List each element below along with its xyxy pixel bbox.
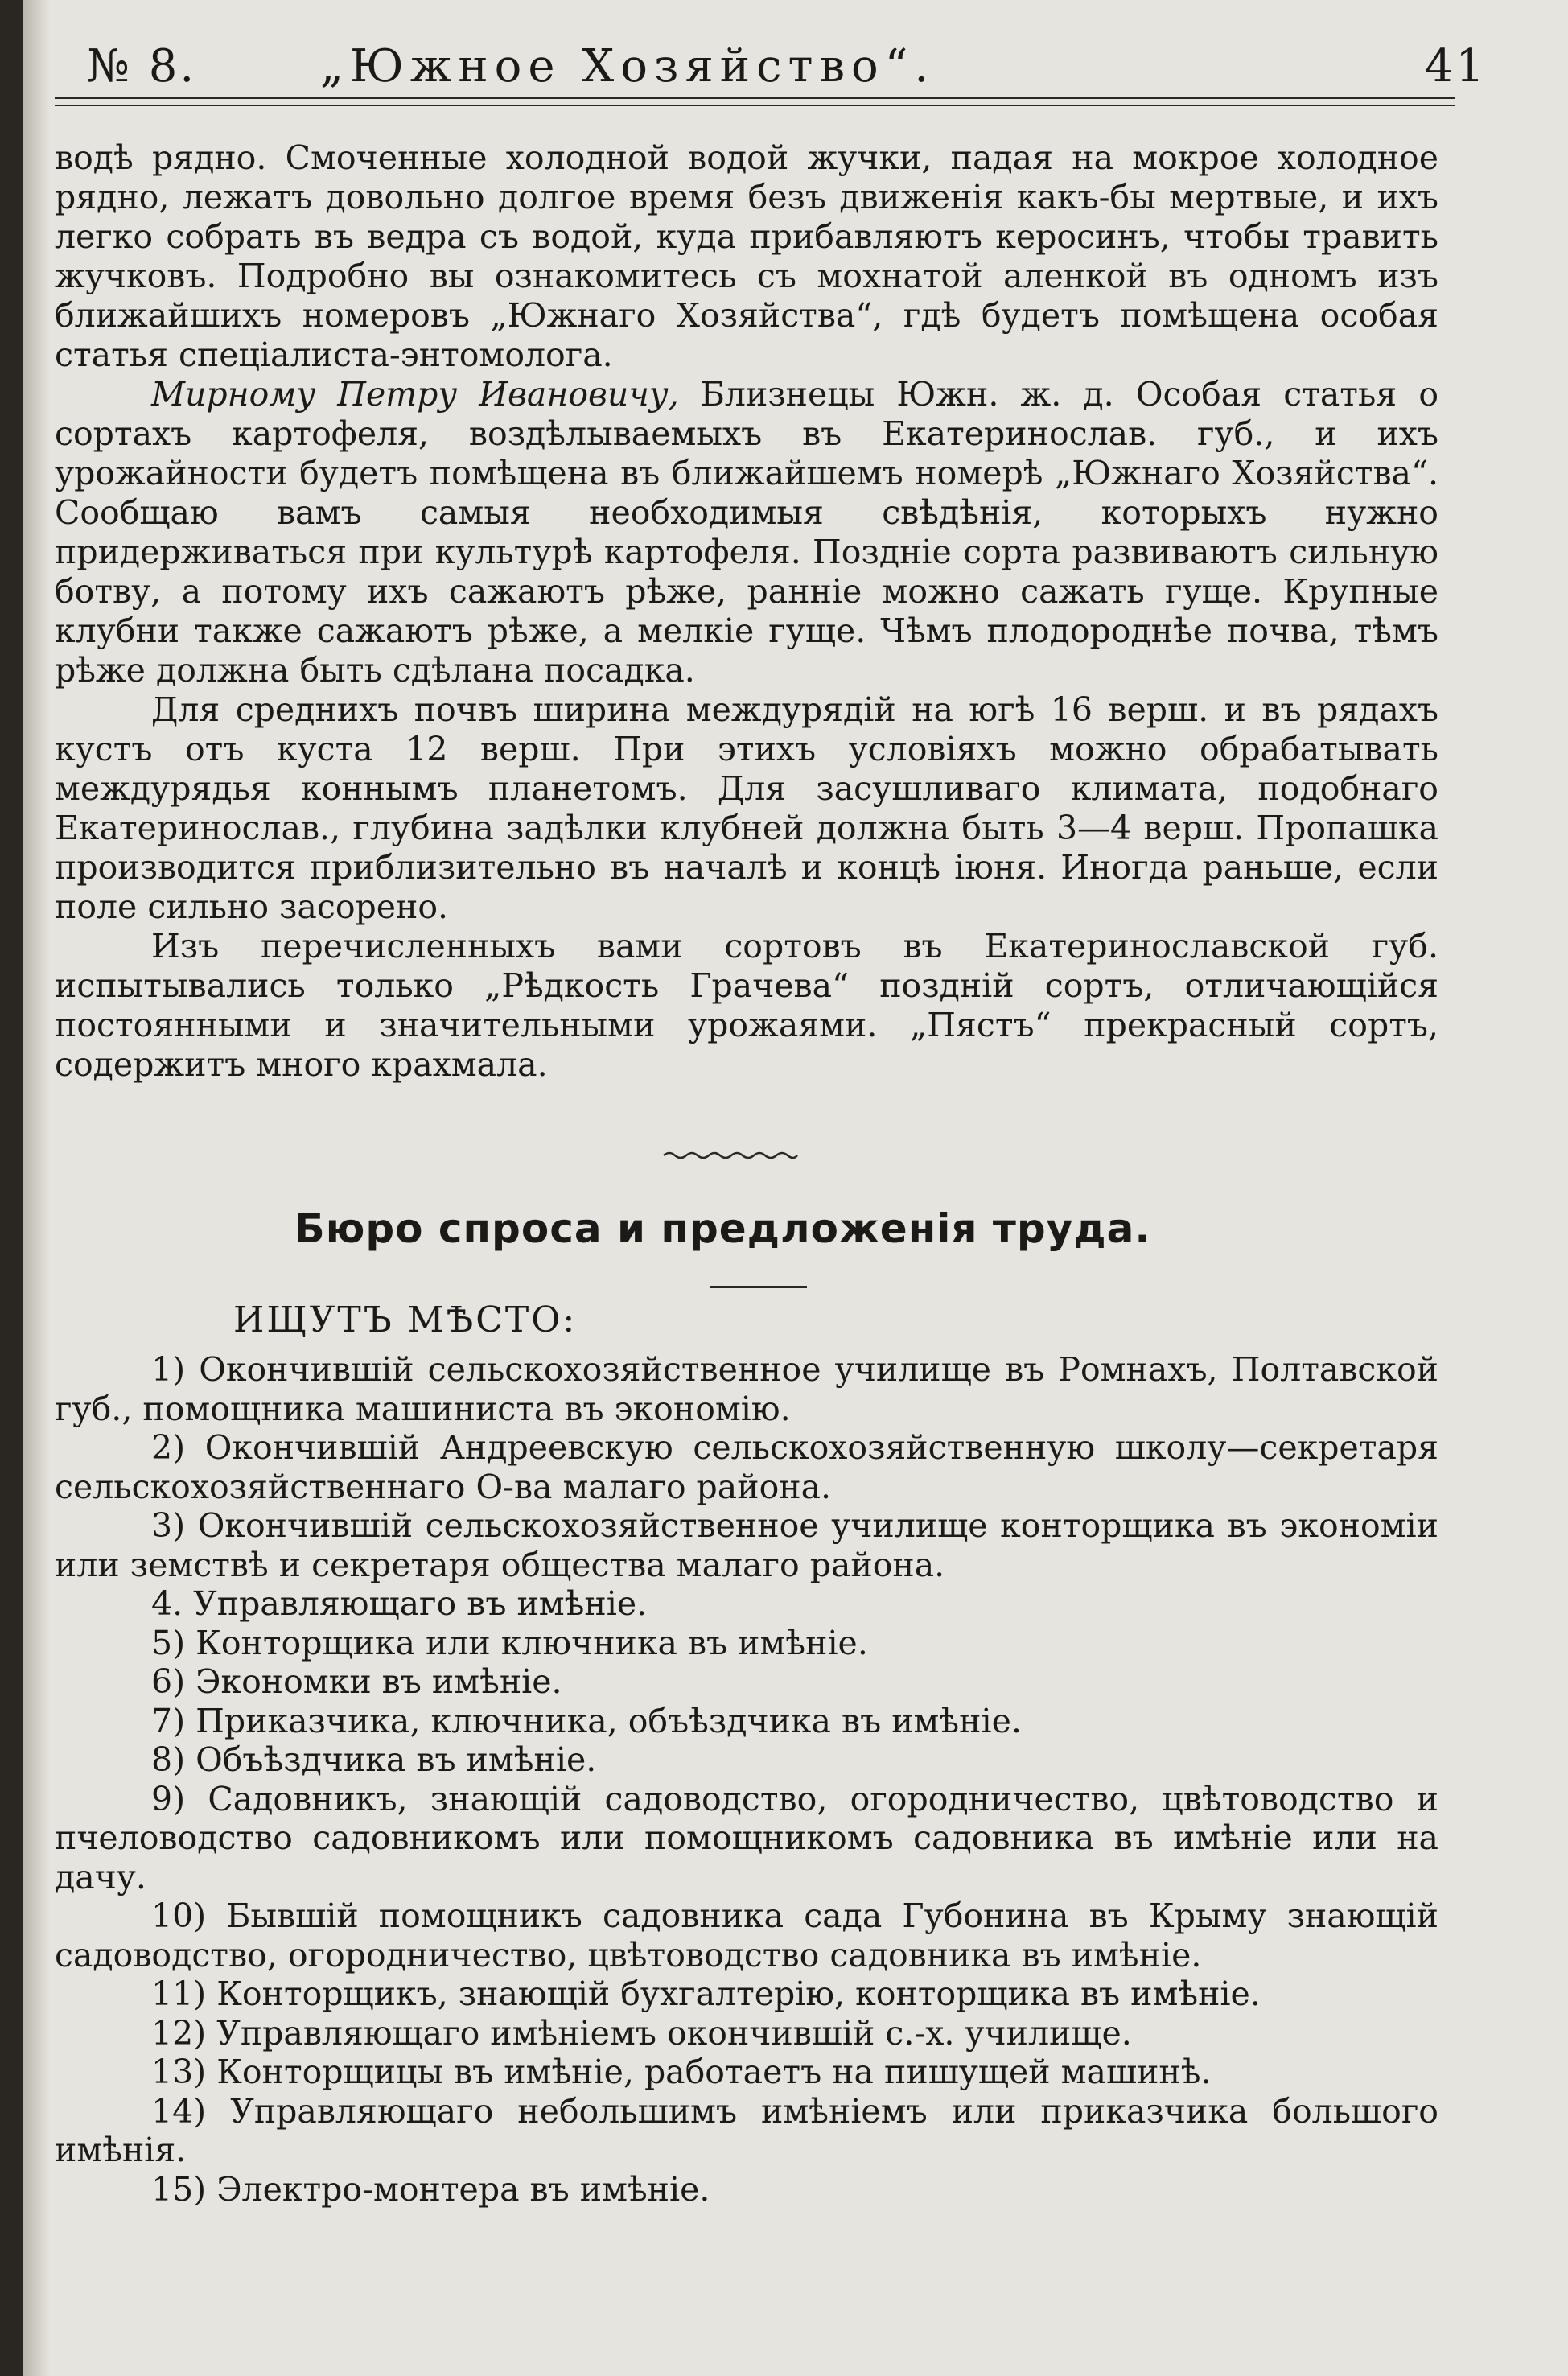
list-item: 5) Конторщика или ключника въ имѣніе. xyxy=(151,1623,868,1662)
issue-number: № 8. xyxy=(87,40,197,93)
subheading: ИЩУТЪ МѢСТО: xyxy=(233,1299,578,1340)
section-title: Бюро спроса и предложенія труда. xyxy=(294,1205,1151,1252)
list-item: 13) Конторщицы въ имѣніе, работаетъ на пишущей машинѣ. xyxy=(151,2053,1212,2091)
list-item: 14) Управляющаго небольшимъ имѣніемъ или приказчика большого имѣнія. xyxy=(55,2091,1438,2169)
header-rule-thick xyxy=(55,97,1455,99)
list-item: 3) Окончившій сельскохозяйственное училище конторщика въ экономіи или земствѣ и секретаря общества малаго района. xyxy=(55,1506,1438,1584)
list-item: 10) Бывшій помощникъ садовника сада Губонина въ Крыму знающій садоводство, огородничество, цвѣтоводство садовника въ имѣніе. xyxy=(55,1896,1438,1975)
page-header xyxy=(87,40,1487,105)
addressee-name: Мирному Петру Ивановичу, xyxy=(151,375,679,414)
header-rule-thin xyxy=(55,105,1455,106)
journal-title: „Южное Хозяйство“. xyxy=(320,40,936,93)
list-item: 2) Окончившій Андреевскую сельскохозяйственную школу—секретаря сельскохозяйственнаго О-ва малаго района. xyxy=(55,1428,1438,1506)
job-seekers-list xyxy=(55,1350,1438,2209)
list-item: 15) Электро-монтера въ имѣніе. xyxy=(151,2169,710,2209)
list-item: 1) Окончившій сельскохозяйственное училище въ Ромнахъ, Полтавской губ., помощника машиниста въ экономію. xyxy=(55,1350,1438,1428)
journal-page xyxy=(23,0,1568,2376)
answer-paragraph: Для среднихъ почвъ ширина междурядій на югѣ 16 верш. и въ рядахъ кустъ отъ куста 12 верш. При этихъ условіяхъ можно обрабатывать междурядья коннымъ планетомъ. Для засушливаго климата, подобнаго Екатеринослав., глубина задѣлки клубней должна быть 3—4 верш. Пропашка производится приблизительно въ началѣ и концѣ іюня. Иногда раньше, если поле сильно засорено. xyxy=(55,690,1438,926)
list-item: 12) Управляющаго имѣніемъ окончившій с.-х. училище. xyxy=(151,2013,1132,2053)
answer-paragraph xyxy=(55,375,1438,690)
title-underline xyxy=(710,1286,807,1288)
answer-paragraph: Изъ перечисленныхъ вами сортовъ въ Екатеринославской губ. испытывались только „Рѣдкость Грачева“ поздній сортъ, отличающійся постоянными и значительными урожаями. „Пястъ“ прекрасный сортъ, содержитъ много крахмала. xyxy=(55,927,1438,1084)
list-item: 11) Конторщикъ, знающій бухгалтерію, конторщика въ имѣніе. xyxy=(151,1975,1261,2013)
list-item: 6) Экономки въ имѣніе. xyxy=(151,1662,562,1701)
page-number: 41 xyxy=(1424,40,1487,93)
wavy-divider-ornament xyxy=(662,1149,799,1162)
list-item: 7) Приказчика, ключника, объѣздчика въ имѣніе. xyxy=(151,1701,1022,1740)
list-item: 9) Садовникъ, знающій садоводство, огородничество, цвѣтоводство и пчеловодство садовникомъ или помощникомъ садовника въ имѣніе или на дачу. xyxy=(55,1779,1438,1896)
list-item: 4. Управляющаго въ имѣніе. xyxy=(151,1584,648,1623)
list-item: 8) Объѣздчика въ имѣніе. xyxy=(151,1740,597,1779)
answer-text: Близнецы Южн. ж. д. Особая статья о сортахъ картофеля, воздѣлываемыхъ въ Екатеринослав. губ., и ихъ урожайности будетъ помѣщена въ ближайшемъ номерѣ „Южнаго Хозяйства“. Сообщаю вамъ самыя необходимыя свѣдѣнія, которыхъ нужно придерживаться при культурѣ картофеля. Поздніе сорта развиваютъ сильную ботву, а потому ихъ сажаютъ рѣже, ранніе можно сажать гуще. Крупные клубни также сажаютъ рѣже, а мелкіе гуще. Чѣмъ плодороднѣе почва, тѣмъ рѣже должна быть сдѣлана посадка. xyxy=(55,375,1439,690)
answer-paragraph: водѣ рядно. Смоченные холодной водой жучки, падая на мокрое холодное рядно, лежатъ довольно долгое время безъ движенія какъ-бы мертвые, и ихъ легко собрать въ ведра съ водой, куда прибавляютъ керосинъ, чтобы травить жучковъ. Подробно вы ознакомитесь съ мохнатой аленкой въ одномъ изъ ближайшихъ номеровъ „Южнаго Хозяйства“, гдѣ будетъ помѣщена особая статья спеціалиста-энтомолога. xyxy=(55,138,1438,374)
answers-section xyxy=(55,138,1438,1085)
